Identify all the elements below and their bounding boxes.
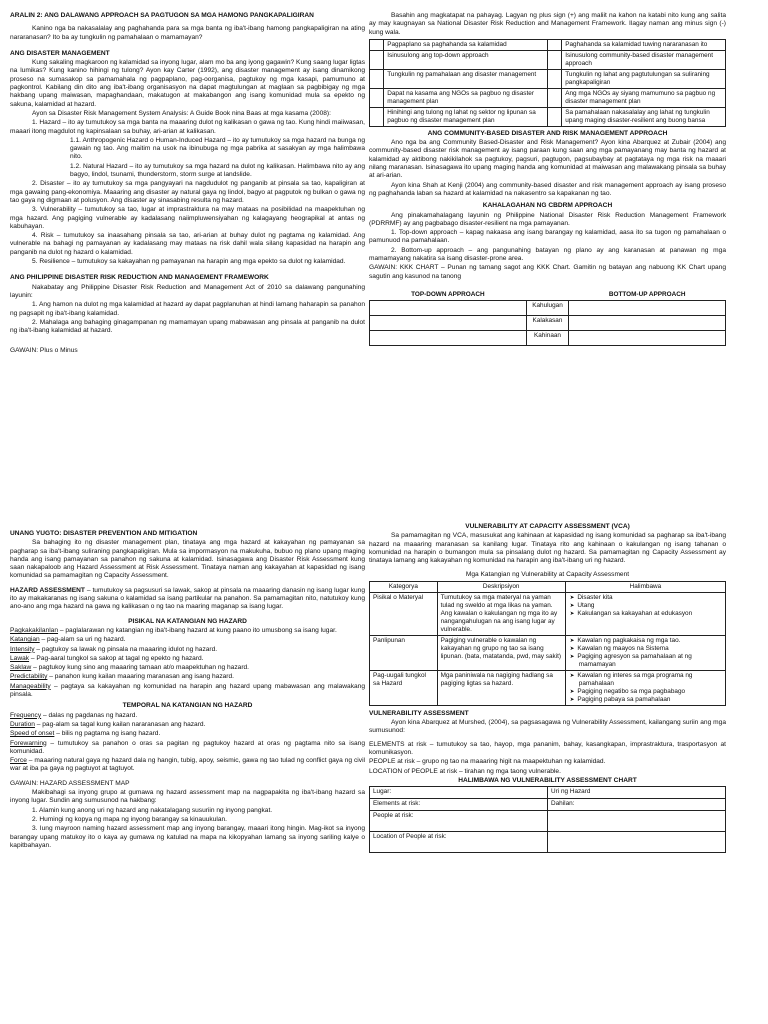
- vulner-chart-row: [370, 787, 726, 799]
- kkk-cell-bottom-up[interactable]: [569, 315, 726, 330]
- elements-at-risk: ELEMENTS at risk – tumutukoy sa tao, hayop, mga pananim, bahay, kasangkapan, imprastraktura, trasportasyon at komunikasyon.: [369, 740, 726, 756]
- bottom-left-column: [10, 520, 365, 851]
- vulner-chart-cell-right[interactable]: Uri ng Hazard: [548, 787, 726, 799]
- vca-example-list: [569, 637, 722, 669]
- kahalagahan-item-1: 1. Top-down approach – kapag nakaasa ang isang barangay ng kalamidad, aasa ito sa tugon ng pamahalaan o pamunuod na pamahalaan.: [369, 229, 726, 245]
- vca-example-list: [569, 594, 722, 618]
- term-definition: [10, 664, 365, 672]
- kkk-row-label: Kahulugan: [526, 300, 569, 315]
- kkk-row: [370, 300, 726, 315]
- vulner-chart-row: [370, 832, 726, 853]
- gawain-kkk: GAWAIN: KKK CHART – Punan ng tamang sagot ang KKK Chart. Gamitin ng batayan ang nabuong KK Chart upang sagutin ang kasunod na tanong: [369, 264, 726, 280]
- gawain-hazard-paragraph: Makibahagi sa inyong grupo at gumawa ng hazard assessment map na nagpapakita ng iba't-ibang hazard sa inyong lugar. Sundin ang sumusunod na hakbang:: [10, 789, 365, 805]
- kahalagahan-paragraph: Ang pinakamahalagang layunin ng Philippine National Disaster Risk Reduction Management Framework (PDRRMF) ay ang pagbabago disaster-resilient na mga pamayanan.: [369, 211, 726, 227]
- cbdrm-paragraph-1: Ano nga ba ang Community Based-Disaster and Risk Management? Ayon kina Abarquez at Zubair (2004) ang community-based disaster risk management ay isang paraan kung saan ang mga pamayanang may banta ng hazard at kalamidad ay aktibong nakikilahok sa pagtukoy, pagsuri, pagtugon, pagsubaybay at pagtataya ng mga risk na maaari nilang maranasan. Isinasagawa ito upang maging handa ang komunidad at maiwasan ang malawakang pinsala sa buhay at ari-arian.: [369, 139, 726, 180]
- term-label: Force: [10, 757, 27, 765]
- pm-statement-left: Tungkulin ng pamahalaan ang disaster management: [384, 69, 548, 88]
- term-text: – paglalarawan ng katangian ng iba't-ibang hazard at kung paano ito umusbong sa isang lugar.: [58, 626, 337, 634]
- vca-example-item: ➤ Pagiging pabaya sa pamahalaan: [579, 696, 722, 704]
- kahalagahan-item-2: 2. Bottom-up approach – ang pangunahing batayan ng plano ay ang karanasan at panawan ng mga mamamayang nakatira sa isang disaster-prone area.: [369, 246, 726, 263]
- term-label: Lawak: [10, 654, 30, 662]
- term-definition: [10, 721, 365, 729]
- pm-statement-right: Paghahanda sa kalamidad tuwing nararanasan ito: [562, 39, 726, 50]
- vca-kategorya: Pisikal o Materyal: [370, 592, 438, 635]
- pm-checkbox-right[interactable]: [547, 107, 561, 126]
- pm-checkbox-right[interactable]: [547, 69, 561, 88]
- vca-halimbawa: [565, 592, 725, 635]
- pm-checkbox-right[interactable]: [547, 88, 561, 107]
- vca-row: [370, 635, 726, 670]
- yugto-paragraph: Sa bahaging ito ng disaster management plan, tinataya ang mga hazard at kakayahan ng pamayanan sa pagharap sa iba't-ibang suliraning pangkapaligiran. Mula sa impormasyon na makukuha, bubuo ng plano upang maging handa ang isang pamayanan sa panahon ng sakuna at kalamidad. Isinasagawa ang Disaster Risk Assessment kung saan nakapaloob ang Hazard Assessment at Risk Assessment. Tinataya naman ang kakayahan at kapasidad ng isang komunidad sa pamamagitan ng Capacity Assessment.: [10, 539, 365, 580]
- term-definition: [10, 730, 365, 738]
- dm-item-resilience: 5. Resilience – tumutukoy sa kakayahan ng pamayanan na harapin ang mga epekto sa dulot ng kalamidad.: [32, 258, 346, 266]
- gawain-plus-minus: GAWAIN: Plus o Minus: [10, 347, 78, 355]
- vca-deskripsiyon: Tumutukoy sa mga materyal na yaman tulad ng sweldo at mga likas na yaman. Ang kawalan o kakulangan ng mga ito ay nangangahulugan na ang isang lugar ay vulnerable.: [437, 592, 565, 635]
- gawain-hazard-step-3: 3. Iung mayroon naming hazard assessment map ang inyong barangay, maaari itong hingin. Mag-ikot sa inyong barangay upang matukoy ito o kaya ay gumawa ng katulad na mapa na kikopyahan lamang sa inyong sariling kalye o kapitbahayan.: [10, 825, 365, 849]
- term-label: Speed of onset: [10, 730, 55, 738]
- pm-statement-right: Tungkulin ng lahat ang pagtutulungan sa suliraning pangkapaligiran: [562, 69, 726, 88]
- pm-statement-left: Isinusulong ang top-down approach: [384, 50, 548, 69]
- term-definition: [10, 655, 365, 663]
- vca-col-deskripsiyon: Deskripsiyon: [437, 581, 565, 592]
- term-definition: [10, 740, 365, 757]
- pm-row: [370, 50, 726, 69]
- vca-deskripsiyon: Pagiging vulnerable o kawalan ng kakayahan ng grupo ng tao sa isang lipunan. (bata, matatanda, pwd, may sakit): [437, 635, 565, 670]
- vca-paragraph: Sa pamamagitan ng VCA, masusukat ang kahinaan at kapasidad ng isang komunidad sa pagharap sa iba't-ibang hazard na maaaring maranasan sa kanilang lugar. Tinataya rito ang kahinaan o kakulangan ng isang tahanan o komunidad na harapin o bumangon mula sa pinsalang dulot ng hazard. Sa pamamagitan ng Capacity Assessment ay tinataya lamang ang kakayahan ng komunidad na harapin ang iba't-ibang uri ng hazard.: [369, 532, 726, 565]
- vca-col-halimbawa: Halimbawa: [565, 581, 725, 592]
- dm-item-natural: 1.2. Natural Hazard – ito ay tumutukoy sa mga hazard na dulot ng kalikasan. Halimbawa nito ay ang bagyo, lindol, tsunami, thunderstorm, storm surge at landslide.: [70, 162, 365, 179]
- temporal-heading: TEMPORAL NA KATANGIAN NG HAZARD: [122, 702, 253, 710]
- term-label: Frequency: [10, 711, 42, 719]
- pisikal-heading: PISIKAL NA KATANGIAN NG HAZARD: [128, 617, 247, 625]
- term-text: – pagtukoy sa lawak ng pinsala na maaaring idulot ng hazard.: [34, 645, 218, 653]
- people-at-risk: PEOPLE at risk – grupo ng tao na maaaring higit na maapektuhan ng kalamidad.: [369, 758, 606, 766]
- vulner-chart-row: [370, 811, 726, 832]
- term-label: Forewarning: [10, 739, 47, 747]
- vca-example-item: ➤ Kakulangan sa kakayahan at edukasyon: [579, 610, 722, 618]
- term-text: – bilis ng pagtama ng isang hazard.: [54, 730, 161, 738]
- top-right-column: [369, 12, 726, 346]
- vca-example-item: ➤ Disaster kita: [579, 594, 722, 602]
- pm-statement-right: Sa pamahalaan nakasalalay ang lahat ng tungkulin upang maging disaster-resilient ang buong bansa: [562, 107, 726, 126]
- vca-example-item: ➤ Utang: [579, 602, 722, 610]
- gawain-hazard-step-2: 2. Humingi ng kopya ng mapa ng inyong barangay sa kinauukulan.: [32, 815, 228, 823]
- kkk-cell-top-down[interactable]: [370, 315, 527, 330]
- dm-item-vulnerability: 3. Vulnerability – tumutukoy sa tao, lugar at imprastraktura na may mataas na posibilidad na maapektuhan ng mga hazard. Ang pagiging vulnerable ay kadalasang naiimpluwensiyahan ng kalagayang heograpikal at antas ng kabuhayan.: [10, 206, 365, 230]
- pm-row: [370, 69, 726, 88]
- pm-checkbox-left[interactable]: [370, 88, 384, 107]
- hazard-assessment-paragraph: HAZARD ASSESSMENT – tumutukoy sa pagsusuri sa lawak, sakop at pinsala na maaaring danasin ng isang lugar kung ito ay makakaranas ng isang sakuna o kalamidad sa isang partikular na panahon. Sa pamamagitan nito, natutukoy kung ano-ano ang mga hazard na gawa ng kalikasan o ng tao na maaring maganap sa isang lugar.: [10, 586, 365, 611]
- top-left-column: [10, 12, 365, 357]
- pm-statement-left: Pagpaplano sa paghahanda sa kalamidad: [384, 39, 548, 50]
- pm-statement-right: Isinusulong community-based disaster management approach: [562, 50, 726, 69]
- vulner-heading: VULNERABILITY ASSESSMENT: [369, 709, 469, 717]
- kkk-cell-top-down[interactable]: [370, 300, 527, 315]
- pm-statement-left: Hinihingi ang tulong ng lahat ng sektor ng lipunan sa pagbuo ng disaster management plan: [384, 107, 548, 126]
- vulner-chart-cell-left[interactable]: Lugar:: [370, 787, 548, 799]
- term-definition: [10, 683, 365, 700]
- hazard-assessment-label: HAZARD ASSESSMENT: [10, 586, 85, 594]
- pm-instructions: Basahin ang magkatapat na pahayag. Lagyan ng plus sign (+) ang maliit na kahon na katabi nito kung ang salita ay may kaugnayan sa National Disaster Risk Reduction and Management Framework. Ilagay naman ang minus sign (-) kung wala.: [369, 12, 726, 36]
- term-text: – Pag-aaral tungkol sa sakop at tagal ng epekto ng hazard.: [29, 654, 204, 662]
- cbdrm-paragraph-2: Ayon kina Shah at Kenji (2004) ang community-based disaster and risk management approach ay isang proseso ng paghahanda laban sa hazard at kalamidad na nakasentro sa kapakanan ng tao.: [369, 181, 726, 197]
- vulner-chart: [369, 786, 726, 853]
- term-text: – dalas ng pagdanas ng hazard.: [41, 711, 138, 719]
- kkk-cell-top-down[interactable]: [370, 330, 527, 345]
- dm-item-hazard: 1. Hazard – ito ay tumutukoy sa mga banta na maaaring dulot ng kalikasan o gawa ng tao. Kung hindi maiiwasan, maaari itong magdulot ng kapinsalaan sa buhay, ari-arian at kalikasan.: [10, 119, 365, 135]
- kkk-head-bottom-up: BOTTOM-UP APPROACH: [608, 290, 686, 298]
- kahalagahan-heading: KAHALAGAHAN NG CBDRM APPROACH: [482, 202, 613, 210]
- intro-paragraph: Kanino nga ba nakasalalay ang paghahanda para sa mga banta ng iba't-ibang hamong pangkapaligiran na ating nararanasan? Ito ba ay tungkulin ng pamahalaan o mamamayan?: [10, 25, 365, 41]
- vca-heading: VULNERABILITY AT CAPACITY ASSESSMENT (VCA): [465, 523, 630, 530]
- vca-example-item: ➤ Pagiging negatibo sa mga pagbabago: [579, 688, 722, 696]
- plus-minus-table: [369, 39, 726, 127]
- kkk-row: [370, 315, 726, 330]
- pm-row: [370, 39, 726, 50]
- term-label: Saklaw: [10, 664, 32, 672]
- vca-example-item: ➤ Pagiging agresyon sa pamahalaan at ng mamamayan: [579, 653, 722, 669]
- pm-checkbox-right[interactable]: [547, 39, 561, 50]
- vca-example-item: ➤ Kawalan ng maayos na Sistema: [579, 645, 722, 653]
- term-label: Duration: [10, 720, 35, 728]
- vulner-chart-cell-right[interactable]: [548, 811, 726, 832]
- temporal-list: [10, 712, 365, 774]
- vulner-paragraph: Ayon kina Abarquez at Murshed, (2004), sa pagsasagawa ng Vulnerability Assessment, kailangang suriin ang mga sumusunod:: [369, 719, 726, 735]
- term-text: – pag-alam sa uri ng hazard.: [39, 636, 126, 644]
- bottom-right-column: [369, 520, 726, 853]
- vca-table: [369, 581, 726, 706]
- term-text: – maaaring natural gaya ng hazard dala ng hangin, tubig, apoy, seismic, gawa ng tao tulad ng conflict gaya ng civil war at iba pa gaya ng pagtuyot at tagtuyot.: [10, 757, 365, 773]
- pm-checkbox-left[interactable]: [370, 50, 384, 69]
- lesson-title: ARALIN 2: ANG DALAWANG APPROACH SA PAGTUGON SA MGA HAMONG PANGKAPALIGIRAN: [10, 12, 314, 19]
- term-definition: [10, 673, 365, 681]
- vca-kategorya: Pag-uugali tungkol sa Hazard: [370, 670, 438, 705]
- kkk-cell-bottom-up[interactable]: [569, 300, 726, 315]
- term-label: Katangian: [10, 636, 40, 644]
- gawain-hazard-step-1: 1. Alamin kung anong uri ng hazard ang nakatalagang susuriin ng inyong pangkat.: [32, 806, 273, 814]
- pdrr-item-1: 1. Ang hamon na dulot ng mga kalamidad at hazard ay dapat pagplanuhan at hindi lamang haharapin sa panahon ng pagsapit ng iba't-ibang kalamidad.: [10, 301, 365, 317]
- term-definition: [10, 712, 365, 720]
- term-text: – panahon kung kailan maaaring maranasan ang isang hazard.: [47, 673, 234, 681]
- cbdrm-heading: ANG COMMUNITY-BASED DISASTER AND RISK MANAGEMENT APPROACH: [427, 129, 668, 137]
- yugto-heading: UNANG YUGTO: DISASTER PREVENTION AND MITIGATION: [10, 530, 198, 537]
- pm-statement-left: Dapat na kasama ang NGOs sa pagbuo ng disaster management plan: [384, 88, 548, 107]
- vca-col-kategorya: Kategorya: [370, 581, 438, 592]
- vulner-chart-cell-left[interactable]: Elements at risk:: [370, 799, 548, 811]
- pm-checkbox-left[interactable]: [370, 107, 384, 126]
- vca-example-item: ➤ Kawalan ng pagkakaisa ng mga tao.: [579, 637, 722, 645]
- term-text: – tumutukoy sa panahon o oras sa pagitan ng pagtukoy hazard at oras ng pagtama nito sa isang komunidad.: [10, 739, 365, 755]
- term-label: Pagkakakilanlan: [10, 626, 59, 634]
- pisikal-list: [10, 627, 365, 699]
- vca-example-list: [569, 672, 722, 704]
- vca-row: [370, 670, 726, 705]
- vca-halimbawa: [565, 635, 725, 670]
- vulner-chart-cell-right[interactable]: Dahilan:: [548, 799, 726, 811]
- pm-checkbox-left[interactable]: [370, 69, 384, 88]
- pm-checkbox-left[interactable]: [370, 39, 384, 50]
- pdrr-heading: ANG PHILIPPINE DISASTER RISK REDUCTION AND MANAGEMENT FRAMEWORK: [10, 274, 269, 282]
- kkk-chart: [369, 290, 726, 346]
- vca-deskripsiyon: Mga paniniwala na nagiging hadlang sa pagiging ligtas sa hazard.: [437, 670, 565, 705]
- dm-item-anthropogenic: 1.1. Anthropogenic Hazard o Human-Induced Hazard – ito ay tumutukoy sa mga hazard na bunga ng gawain ng tao. Ang maitim na usok na ibinubuga ng mga pabrika at sasakyan ay mga halimbawa nito.: [70, 136, 365, 161]
- gawain-hazard-map: GAWAIN: HAZARD ASSESSMENT MAP: [10, 779, 130, 787]
- vulner-chart-cell-left[interactable]: People at risk:: [370, 811, 548, 832]
- pdrr-paragraph: Nakabatay ang Philippine Disaster Risk Reduction and Management Act of 2010 sa dalawang pangunahing layunin:: [10, 283, 365, 299]
- vulner-chart-cell-right[interactable]: [548, 832, 726, 853]
- dm-paragraph-1: Kung sakaling magkaroon ng kalamidad sa inyong lugar, alam mo ba ang iyong gagawin? Kung saang lugar ligtas na lumikas? Kung kanino hihingi ng tulong? Ayon kay Carter (1992), ang disaster management ay isang dinamikong proseso na sumasakop sa pamamahala ng pagpaplano, pag-oorganisa, pagtukoy ng mga kasapi, pamumuno at pagkontrol. Kabilang din dito ang iba't-ibang organisasyon na dapat magtulungan at maglaan sa pagbibigay ng mga hakbang upang maiwasan, mapaghandaan, makatugon at makabangon ang isang komunidad mula sa epekto ng sakuna, kalamidad at hazard.: [10, 59, 365, 108]
- pm-row: [370, 107, 726, 126]
- location-at-risk: LOCATION of PEOPLE at risk – tirahan ng mga taong vulnerable.: [369, 767, 561, 775]
- vulner-chart-heading: HALIMBAWA NG VULNERABILITY ASSESSMENT CHART: [458, 776, 637, 784]
- term-text: – pagtukoy kung sino ang maaaring tamaan at/o maapektuhan ng hazard.: [31, 664, 250, 672]
- dm-item-risk: 4. Risk – tumutukoy sa inaasahang pinsala sa tao, ari-arian at buhay dulot ng pagtama ng kalamidad. Ang vulnerable na bahagi ng pamayanan ay kadalasang may mataas na risk dahil wala silang kapasidad na harapin ang panganib na dulot ng hazard o kalamidad.: [10, 232, 365, 256]
- dm-item-disaster: 2. Disaster – ito ay tumutukoy sa mga pangyayari na nagdudulot ng panganib at pinsala sa tao, kapaligiran at mga gawaing pang-ekonomiya. Maaaring ang disaster ay natural gaya ng lindol, bagyo at pagputok ng bulkan o gawa ng tao gaya ng digmaan at polusyon. Ang disaster ay sinasabing resulta ng hazard.: [10, 180, 365, 204]
- kkk-row-label: Kahinaan: [526, 330, 569, 345]
- term-definition: [10, 627, 365, 635]
- pdrr-item-2: 2. Mahalaga ang bahaging ginagampanan ng mamamayan upang mabawasan ang pinsala at panganib na dulot ng iba't-ibang kalamidad at hazard.: [10, 318, 365, 335]
- term-definition: [10, 646, 365, 654]
- term-label: Predictability: [10, 673, 48, 681]
- kkk-row-label: Kalakasan: [526, 315, 569, 330]
- term-text: – pag-alam sa tagal kung kailan nararanasan ang hazard.: [34, 720, 206, 728]
- pm-checkbox-right[interactable]: [547, 50, 561, 69]
- kkk-cell-bottom-up[interactable]: [569, 330, 726, 345]
- vca-halimbawa: [565, 670, 725, 705]
- term-label: Manageability: [10, 682, 51, 690]
- pm-row: [370, 88, 726, 107]
- term-label: Intensity: [10, 645, 35, 653]
- dm-paragraph-2: Ayon sa Disaster Risk Management System Analysis: A Guide Book nina Baas at mga kasama (2008):: [32, 109, 331, 117]
- vca-row: [370, 592, 726, 635]
- vca-kategorya: Panlipunan: [370, 635, 438, 670]
- vca-table-caption: Mga Katangian ng Vulnerability at Capacity Assessment: [465, 571, 630, 579]
- vulner-chart-cell-left[interactable]: Location of People at risk:: [370, 832, 548, 853]
- term-definition: [10, 636, 365, 644]
- dm-heading: ANG DISASTER MANAGEMENT: [10, 49, 110, 57]
- vca-example-item: ➤ Kawalan ng interes sa mga programa ng pamahalaan: [579, 672, 722, 688]
- term-text: – pagtaya sa kakayahan ng komunidad na harapin ang hazard upang mabawasan ang malawakang pinsala.: [10, 682, 365, 699]
- vulner-chart-row: [370, 799, 726, 811]
- term-definition: [10, 757, 365, 774]
- kkk-row: [370, 330, 726, 345]
- pm-statement-right: Ang mga NGOs ay siyang mamumuno sa pagbuo ng disaster management plan: [562, 88, 726, 107]
- kkk-head-top-down: TOP-DOWN APPROACH: [411, 290, 485, 298]
